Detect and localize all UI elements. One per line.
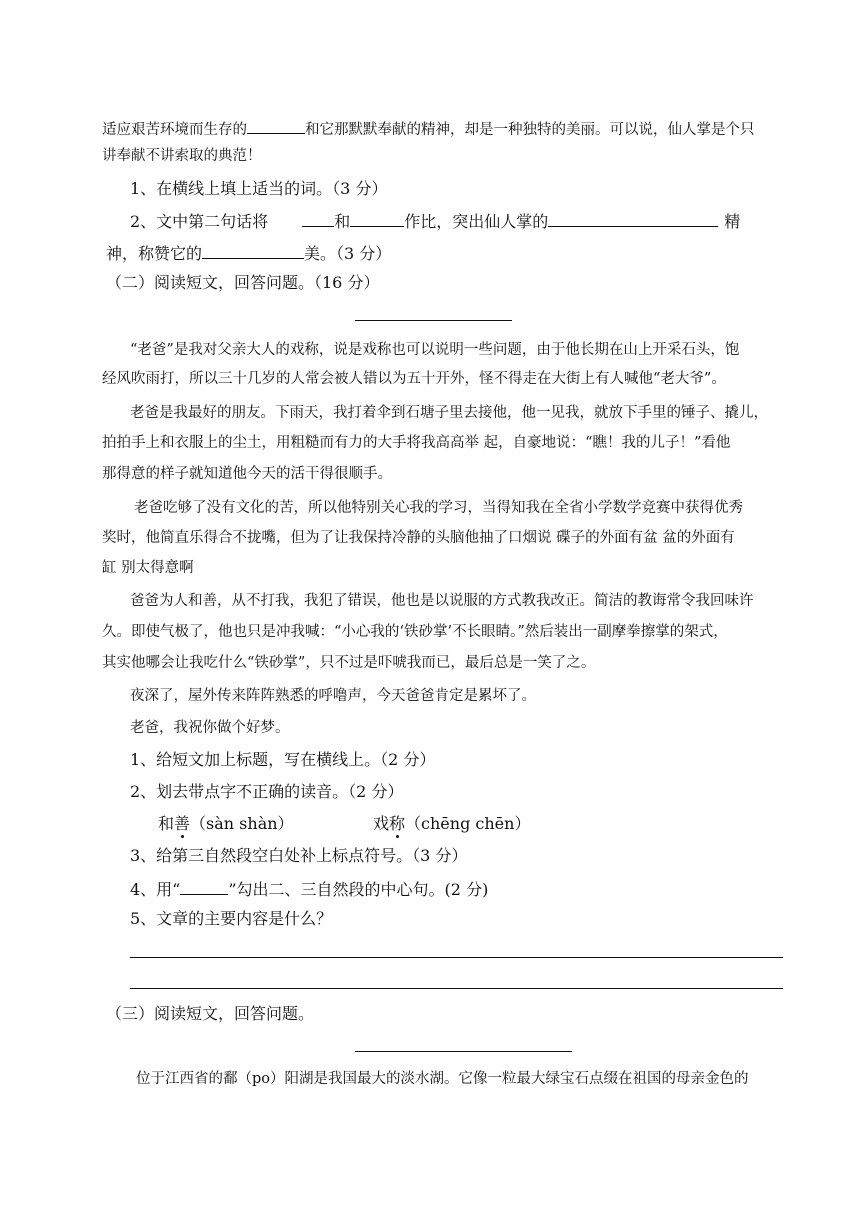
paragraph-line: 久。即使气极了，他也只是冲我喊：“小心我的‘铁砂掌’不长眼睛。”然后装出一副摩拳擦掌的架式， xyxy=(102,624,728,640)
section3-heading: （三）阅读短文，回答问题。 xyxy=(106,1004,315,1023)
question-2-4 xyxy=(130,880,488,898)
q2-text-a: 2、文中第二句话将 xyxy=(130,212,269,231)
q4-text-a: 4、用“ xyxy=(130,880,181,899)
paragraph-line: 经风吹雨打，所以三十几岁的人常会被人错以为五十开外，怪不得走在大街上有人喊他“老大爷”。 xyxy=(102,371,726,387)
pinyin2-dotted-char: 称 xyxy=(389,814,406,833)
pinyin1-readings: （sàn shàn） xyxy=(190,814,294,833)
answer-line[interactable] xyxy=(130,988,783,989)
blank-line[interactable] xyxy=(302,212,334,227)
paragraph-line: 缸 别太得意啊 xyxy=(102,560,194,576)
blank-line[interactable] xyxy=(202,244,304,259)
pinyin1-char: 和 xyxy=(158,814,175,833)
paragraph-line: 奖时，他简直乐得合不拢嘴，但为了让我保持冷静的头脑他抽了口烟说 碟子的外面有盆 盆的外面有 xyxy=(102,530,735,546)
paragraph-line: 爸爸为人和善，从不打我，我犯了错误，他也是以说服的方式教我改正。简洁的教诲常令我回味许 xyxy=(130,593,754,609)
question-2-3: 3、给第三自然段空白处补上标点符号。（3 分） xyxy=(130,846,468,865)
paragraph-line: 位于江西省的鄱（po）阳湖是我国最大的淡水湖。它像一粒最大绿宝石点缀在祖国的母亲金色的 xyxy=(136,1071,749,1087)
question-1-1: 1、在横线上填上适当的词。（3 分） xyxy=(130,179,388,198)
question-2-5: 5、文章的主要内容是什么？ xyxy=(130,909,333,928)
section2-heading: （二）阅读短文，回答问题。（16 分） xyxy=(106,273,380,292)
underline-sample xyxy=(180,880,228,895)
blank-line[interactable] xyxy=(548,212,718,227)
passage1-line1 xyxy=(102,119,755,138)
passage1-line1-text-b: 和它那默默奉献的精神，却是一种独特的美丽。可以说，仙人掌是个只 xyxy=(305,122,755,138)
pinyin-option-1[interactable] xyxy=(158,816,294,832)
pinyin1-dotted-char: 善 xyxy=(174,814,191,833)
pinyin2-char: 戏 xyxy=(373,814,390,833)
paragraph-line: 老爸是我最好的朋友。下雨天，我打着伞到石塘子里去接他，他一见我，就放下手里的锤子、撬儿， xyxy=(130,405,768,421)
paragraph-line: 其实他哪会让我吃什么“铁砂掌”，只不过是吓唬我而已，最后总是一笑了之。 xyxy=(102,655,596,671)
question-2-2: 2、划去带点字不正确的读音。（2 分） xyxy=(130,782,404,801)
blank-line[interactable] xyxy=(247,119,305,134)
q2-text-d: 精 xyxy=(724,212,741,231)
paragraph-line: 那得意的样子就知道他今天的活干得很顺手。 xyxy=(102,466,392,482)
q2-text-c: 作比，突出仙人掌的 xyxy=(404,212,549,231)
pinyin-option-2[interactable] xyxy=(373,816,530,832)
paragraph-line: 夜深了，屋外传来阵阵熟悉的呼噜声，今天爸爸肯定是累坏了。 xyxy=(130,688,536,704)
question-1-2-line2 xyxy=(106,244,391,262)
title-blank-line[interactable] xyxy=(355,1051,572,1052)
paragraph-line: 拍拍手上和衣服上的尘土，用粗糙而有力的大手将我高高举 起，自豪地说：“瞧！我的儿子！”看他 xyxy=(102,435,731,451)
paragraph-line: 老爸吃够了没有文化的苦，所以他特别关心我的学习，当得知我在全省小学数学竞赛中获得优秀 xyxy=(134,500,743,516)
question-2-1: 1、给短文加上标题，写在横线上。（2 分） xyxy=(130,750,436,769)
q4-text-b: ”勾出二、三自然段的中心句。(2 分) xyxy=(228,880,489,899)
passage1-line2: 讲奉献不讲索取的典范！ xyxy=(102,148,262,164)
blank-line[interactable] xyxy=(350,212,404,227)
pinyin2-readings: （chēng chēn） xyxy=(405,814,531,833)
q2-line2-text-a: 神，称赞它的 xyxy=(106,244,203,263)
q2-line2-text-b: 美。（3 分） xyxy=(304,244,392,263)
passage1-line1-text-a: 适应艰苦环境而生存的 xyxy=(102,122,247,138)
q2-text-b: 和 xyxy=(334,212,351,231)
paragraph-line: “老爸”是我对父亲大人的戏称，说是戏称也可以说明一些问题，由于他长期在山上开采石头，饱 xyxy=(130,342,740,358)
answer-line[interactable] xyxy=(130,957,783,958)
question-1-2 xyxy=(130,212,740,230)
title-blank-line[interactable] xyxy=(355,320,512,321)
paragraph-line: 老爸，我祝你做个好梦。 xyxy=(130,720,290,736)
